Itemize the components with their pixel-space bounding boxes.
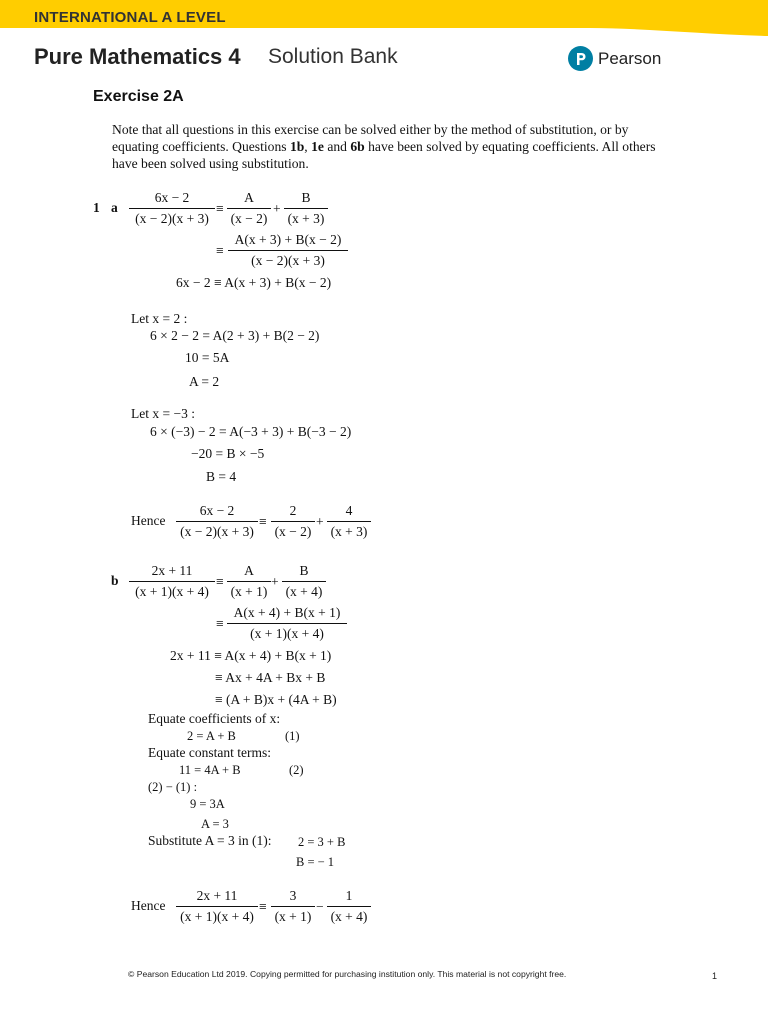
equiv-sign: ≡ [216,243,224,258]
fraction [129,190,215,227]
equation: 2 = A + B [187,729,236,743]
numerator: 2 [289,503,297,518]
denominator: (x − 2)(x + 3) [129,208,215,227]
denominator: (x − 2) [227,208,271,227]
minus-sign: − [316,899,324,914]
numerator: A [244,563,254,578]
denominator: (x + 3) [284,208,328,227]
step-label: (2) − (1) : [148,780,198,794]
pearson-p-icon [568,46,593,71]
step-label: Equate coefficients of x: [148,711,281,726]
hence-label: Hence [131,513,166,528]
note-separator: , [304,139,312,154]
working-line: B = 4 [206,469,237,484]
intro-note [112,121,672,172]
step-label: Substitute A = 3 in (1): [148,833,272,848]
denominator: (x + 1)(x + 4) [129,581,215,600]
denominator: (x − 2)(x + 3) [176,521,258,540]
question-part-label: a [111,200,118,215]
note-question-ref: 1b [289,139,305,154]
copyright-footer: © Pearson Education Ltd 2019. Copying permitted for purchasing institution only. This material is not copyright free. [128,969,567,979]
working-line: A = 3 [201,817,229,831]
plus-sign: + [273,201,281,216]
numerator: A(x + 4) + B(x + 1) [233,605,341,620]
numerator: A(x + 3) + B(x − 2) [234,232,342,247]
equiv-sign: ≡ [259,514,267,529]
working-line: B = − 1 [296,855,335,869]
fraction [284,190,328,227]
equiv-sign: ≡ [259,899,267,914]
fraction [282,563,326,600]
fraction [176,888,258,925]
fraction [271,503,315,540]
step-label: Equate constant terms: [148,745,271,760]
page-number: 1 [712,971,718,981]
note-question-ref: 1e [311,139,324,154]
series-label: INTERNATIONAL A LEVEL [34,9,226,26]
equiv-sign: ≡ [216,616,224,631]
working-line: 10 = 5A [185,350,230,365]
fraction [129,563,215,600]
denominator: (x + 4) [282,581,326,600]
question-number: 1 [93,200,100,215]
equiv-sign: ≡ [216,201,224,216]
fraction [327,503,371,540]
book-title: Pure Mathematics 4 [34,44,241,69]
denominator: (x + 4) [327,906,371,925]
fraction [327,888,371,925]
plus-sign: + [271,574,279,589]
pearson-logo [568,46,661,71]
numerator: 6x − 2 [154,190,190,205]
question-part-label: b [111,573,119,588]
working-line: ≡ Ax + 4A + Bx + B [215,670,326,685]
denominator: (x + 1) [227,581,271,600]
numerator: 3 [289,888,297,903]
fraction [227,190,271,227]
fraction [271,888,315,925]
equation-tag: (1) [285,729,300,743]
denominator: (x + 3) [327,521,371,540]
denominator: (x + 1) [271,906,315,925]
pearson-logo-text: Pearson [598,48,662,68]
plus-sign: + [316,514,324,529]
identity-line: 2x + 11 ≡ A(x + 4) + B(x + 1) [170,648,332,663]
fraction [227,605,347,642]
equiv-sign: ≡ [216,574,224,589]
working-line: 9 = 3A [190,797,225,811]
denominator: (x − 2)(x + 3) [228,250,348,269]
note-separator: and [323,139,351,154]
working-line: A = 2 [189,374,220,389]
numerator: 4 [345,503,353,518]
denominator: (x + 1)(x + 4) [227,623,347,642]
substitution-label: Let x = −3 : [131,406,195,421]
note-text-1: Note that all questions in this exercise can be solved either by the method of substitution, or by equating coefficients. Questions [112,122,629,154]
working-line: ≡ (A + B)x + (4A + B) [215,692,337,707]
numerator: 2x + 11 [196,888,238,903]
fraction [176,503,258,540]
fraction [227,563,271,600]
book-subtitle: Solution Bank [268,45,398,68]
working-line: −20 = B × −5 [191,446,265,461]
hence-label: Hence [131,898,166,913]
numerator: B [299,563,309,578]
identity-line: 6x − 2 ≡ A(x + 3) + B(x − 2) [176,275,332,290]
exercise-title: Exercise 2A [93,88,184,105]
note-text-2: have been solved by equating coefficients. All others have been solved using substitution. [112,139,656,171]
numerator: 1 [345,888,353,903]
working-line: 2 = 3 + B [298,835,346,849]
note-question-ref: 6b [350,139,365,154]
numerator: B [301,190,311,205]
equation: 11 = 4A + B [179,763,241,777]
substitution-label: Let x = 2 : [131,311,188,326]
numerator: 2x + 11 [151,563,193,578]
working-line: 6 × 2 − 2 = A(2 + 3) + B(2 − 2) [150,328,320,343]
denominator: (x + 1)(x + 4) [176,906,258,925]
working-line: 6 × (−3) − 2 = A(−3 + 3) + B(−3 − 2) [150,424,352,439]
fraction [228,232,348,269]
numerator: A [244,190,254,205]
numerator: 6x − 2 [199,503,235,518]
equation-tag: (2) [289,763,304,777]
denominator: (x − 2) [271,521,315,540]
